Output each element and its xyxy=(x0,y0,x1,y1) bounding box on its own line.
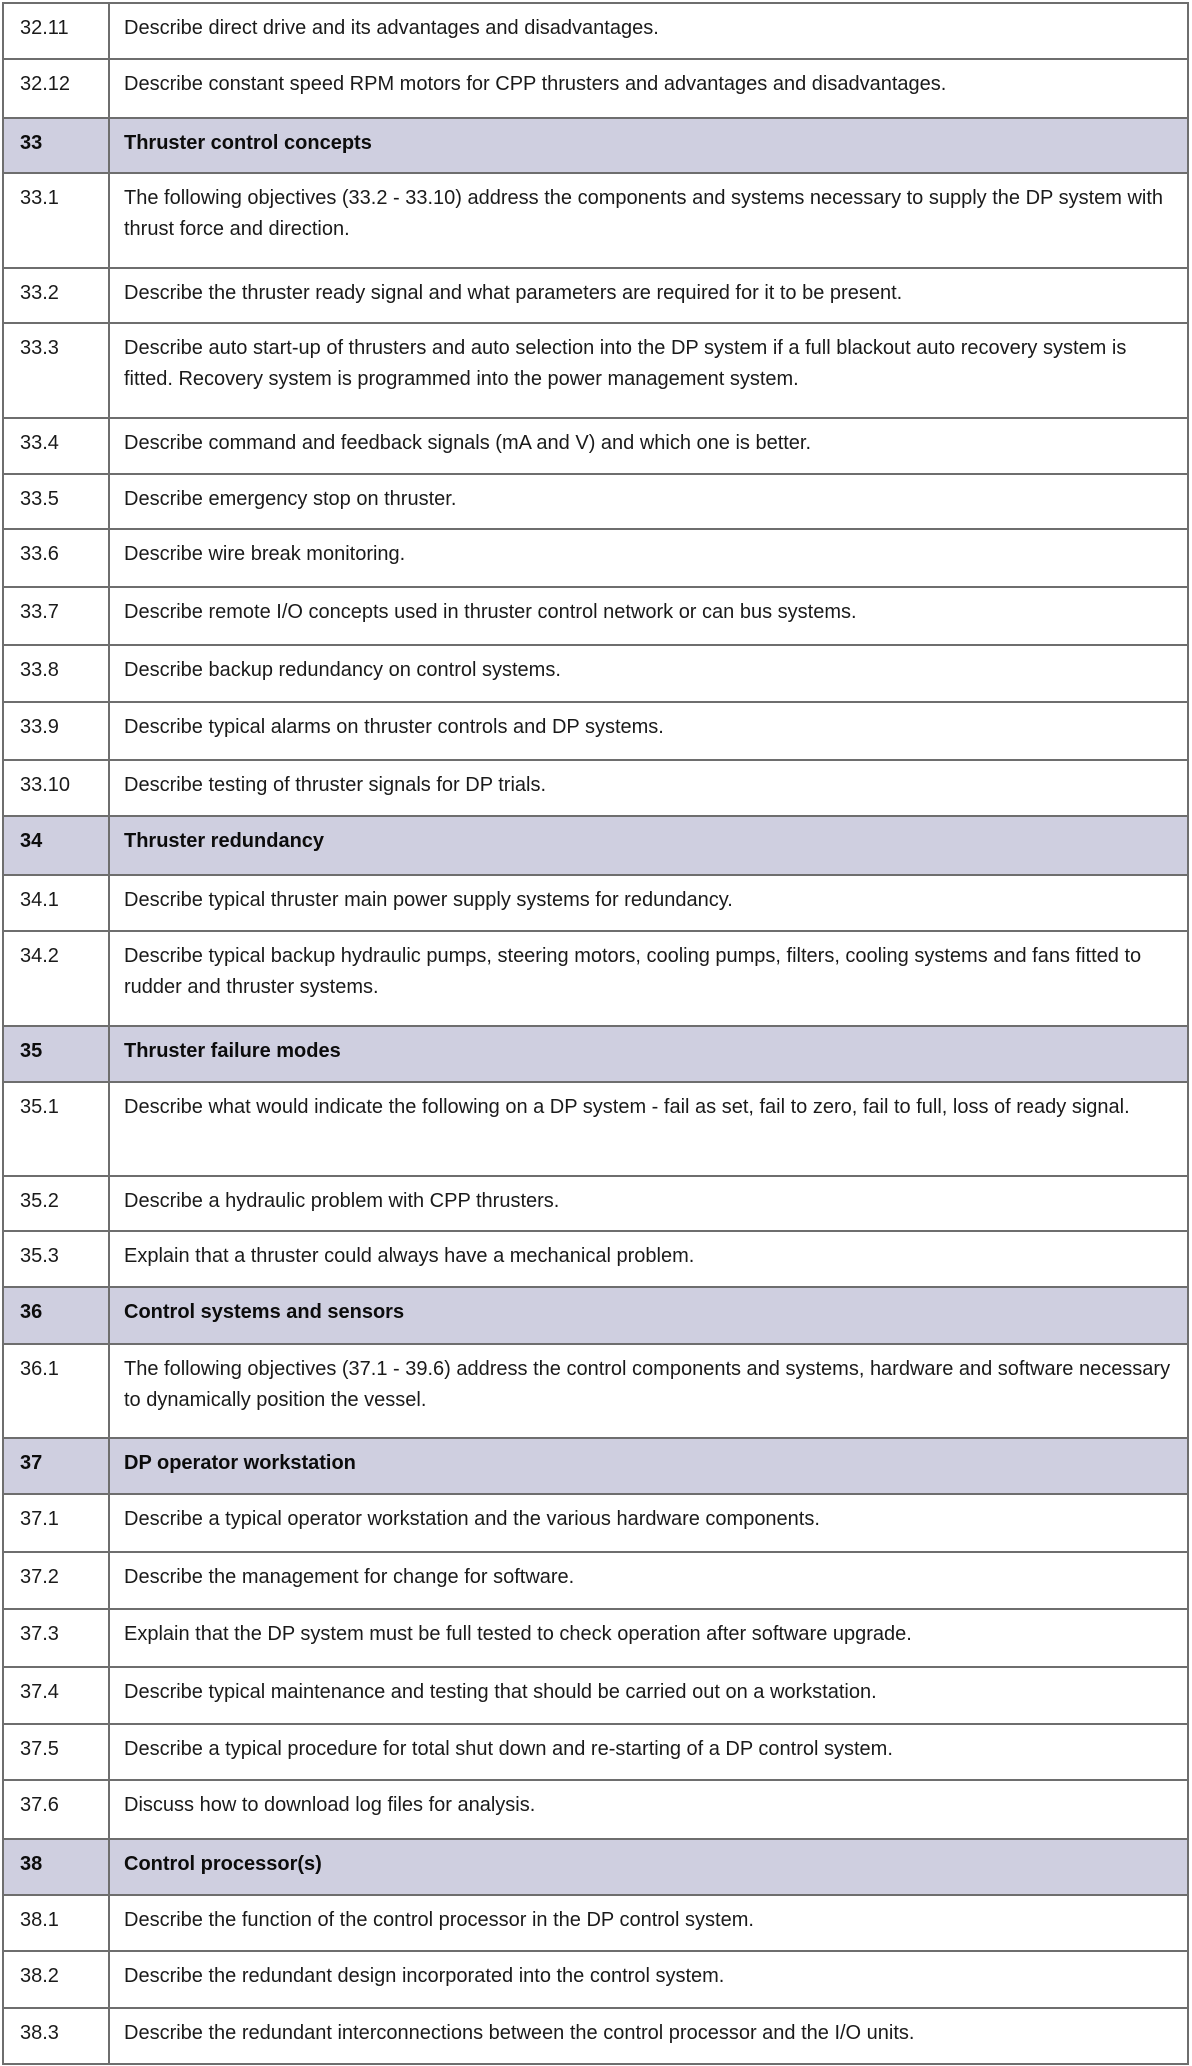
objective-number: 34.1 xyxy=(3,875,109,931)
objective-row xyxy=(3,1780,1188,1839)
objective-number: 37.2 xyxy=(3,1552,109,1609)
section-header-row xyxy=(3,1287,1188,1344)
objective-text: Describe auto start-up of thrusters and auto selection into the DP system if a full blackout auto recovery system is fitted. Recovery system is programmed into the power management system. xyxy=(109,323,1188,418)
section-number: 34 xyxy=(3,816,109,875)
objective-text: Describe a typical procedure for total shut down and re-starting of a DP control system. xyxy=(109,1724,1188,1780)
objective-row xyxy=(3,1724,1188,1780)
section-header-row xyxy=(3,1438,1188,1494)
objective-row xyxy=(3,2008,1188,2064)
objective-row xyxy=(3,645,1188,702)
objective-row xyxy=(3,1231,1188,1287)
objective-row xyxy=(3,268,1188,323)
objective-number: 33.8 xyxy=(3,645,109,702)
objective-row xyxy=(3,931,1188,1026)
objective-number: 33.5 xyxy=(3,474,109,529)
section-title: DP operator workstation xyxy=(109,1438,1188,1494)
objective-row xyxy=(3,587,1188,645)
objective-number: 37.3 xyxy=(3,1609,109,1667)
objective-text: Describe what would indicate the following on a DP system - fail as set, fail to zero, fail to full, loss of ready signal. xyxy=(109,1082,1188,1176)
section-title: Thruster failure modes xyxy=(109,1026,1188,1082)
section-number: 33 xyxy=(3,118,109,173)
objective-text: Discuss how to download log files for analysis. xyxy=(109,1780,1188,1839)
objective-number: 37.5 xyxy=(3,1724,109,1780)
objective-row xyxy=(3,760,1188,816)
objective-text: Describe typical thruster main power supply systems for redundancy. xyxy=(109,875,1188,931)
objective-text: Describe the function of the control processor in the DP control system. xyxy=(109,1895,1188,1951)
objective-number: 32.11 xyxy=(3,3,109,59)
section-header-row xyxy=(3,816,1188,875)
objective-row xyxy=(3,173,1188,268)
objective-row xyxy=(3,1176,1188,1231)
objective-number: 33.1 xyxy=(3,173,109,268)
section-title: Thruster redundancy xyxy=(109,816,1188,875)
objective-text: Describe typical maintenance and testing that should be carried out on a workstation. xyxy=(109,1667,1188,1724)
section-title: Thruster control concepts xyxy=(109,118,1188,173)
objective-text: Explain that the DP system must be full tested to check operation after software upgrade. xyxy=(109,1609,1188,1667)
section-header-row xyxy=(3,1026,1188,1082)
objective-text: Describe constant speed RPM motors for CPP thrusters and advantages and disadvantages. xyxy=(109,59,1188,118)
objective-number: 33.9 xyxy=(3,702,109,760)
objective-row xyxy=(3,59,1188,118)
section-header-row xyxy=(3,118,1188,173)
objective-number: 37.1 xyxy=(3,1494,109,1552)
objective-number: 35.2 xyxy=(3,1176,109,1231)
section-number: 38 xyxy=(3,1839,109,1895)
section-header-row xyxy=(3,1839,1188,1895)
objective-number: 33.6 xyxy=(3,529,109,587)
objective-row xyxy=(3,474,1188,529)
objective-row xyxy=(3,3,1188,59)
objective-text: The following objectives (33.2 - 33.10) address the components and systems necessary to supply the DP system with thrust force and direction. xyxy=(109,173,1188,268)
objective-text: The following objectives (37.1 - 39.6) address the control components and systems, hardware and software necessary to dynamically position the vessel. xyxy=(109,1344,1188,1438)
objective-number: 35.3 xyxy=(3,1231,109,1287)
objective-number: 38.3 xyxy=(3,2008,109,2064)
objective-row xyxy=(3,1494,1188,1552)
section-number: 36 xyxy=(3,1287,109,1344)
objective-row xyxy=(3,529,1188,587)
objective-number: 36.1 xyxy=(3,1344,109,1438)
objective-text: Describe command and feedback signals (mA and V) and which one is better. xyxy=(109,418,1188,474)
objective-number: 33.2 xyxy=(3,268,109,323)
objective-text: Describe remote I/O concepts used in thruster control network or can bus systems. xyxy=(109,587,1188,645)
objective-number: 37.6 xyxy=(3,1780,109,1839)
objective-text: Describe a hydraulic problem with CPP thrusters. xyxy=(109,1176,1188,1231)
objective-row xyxy=(3,702,1188,760)
objective-text: Describe the redundant design incorporated into the control system. xyxy=(109,1951,1188,2008)
objective-text: Describe the redundant interconnections between the control processor and the I/O units. xyxy=(109,2008,1188,2064)
objective-row xyxy=(3,1951,1188,2008)
objective-row xyxy=(3,1082,1188,1176)
objective-text: Describe direct drive and its advantages and disadvantages. xyxy=(109,3,1188,59)
objective-text: Describe backup redundancy on control systems. xyxy=(109,645,1188,702)
objective-number: 33.10 xyxy=(3,760,109,816)
objective-text: Describe the thruster ready signal and what parameters are required for it to be present. xyxy=(109,268,1188,323)
section-title: Control processor(s) xyxy=(109,1839,1188,1895)
objective-text: Describe a typical operator workstation and the various hardware components. xyxy=(109,1494,1188,1552)
objective-text: Describe wire break monitoring. xyxy=(109,529,1188,587)
objective-number: 32.12 xyxy=(3,59,109,118)
objective-row xyxy=(3,1344,1188,1438)
objective-row xyxy=(3,323,1188,418)
objective-number: 33.4 xyxy=(3,418,109,474)
objective-number: 38.1 xyxy=(3,1895,109,1951)
objective-number: 37.4 xyxy=(3,1667,109,1724)
objectives-table xyxy=(2,2,1189,2065)
objective-text: Describe the management for change for software. xyxy=(109,1552,1188,1609)
objective-text: Describe typical backup hydraulic pumps, steering motors, cooling pumps, filters, cooling systems and fans fitted to rudder and thruster systems. xyxy=(109,931,1188,1026)
objective-row xyxy=(3,1552,1188,1609)
objective-row xyxy=(3,418,1188,474)
objective-text: Explain that a thruster could always have a mechanical problem. xyxy=(109,1231,1188,1287)
section-number: 35 xyxy=(3,1026,109,1082)
objective-text: Describe testing of thruster signals for DP trials. xyxy=(109,760,1188,816)
objective-row xyxy=(3,1895,1188,1951)
objective-number: 33.7 xyxy=(3,587,109,645)
objective-row xyxy=(3,1667,1188,1724)
objective-number: 34.2 xyxy=(3,931,109,1026)
objective-row xyxy=(3,875,1188,931)
objectives-table-body xyxy=(3,3,1188,2064)
objective-number: 33.3 xyxy=(3,323,109,418)
section-number: 37 xyxy=(3,1438,109,1494)
section-title: Control systems and sensors xyxy=(109,1287,1188,1344)
objective-number: 38.2 xyxy=(3,1951,109,2008)
objective-row xyxy=(3,1609,1188,1667)
objective-text: Describe typical alarms on thruster controls and DP systems. xyxy=(109,702,1188,760)
objective-number: 35.1 xyxy=(3,1082,109,1176)
objective-text: Describe emergency stop on thruster. xyxy=(109,474,1188,529)
